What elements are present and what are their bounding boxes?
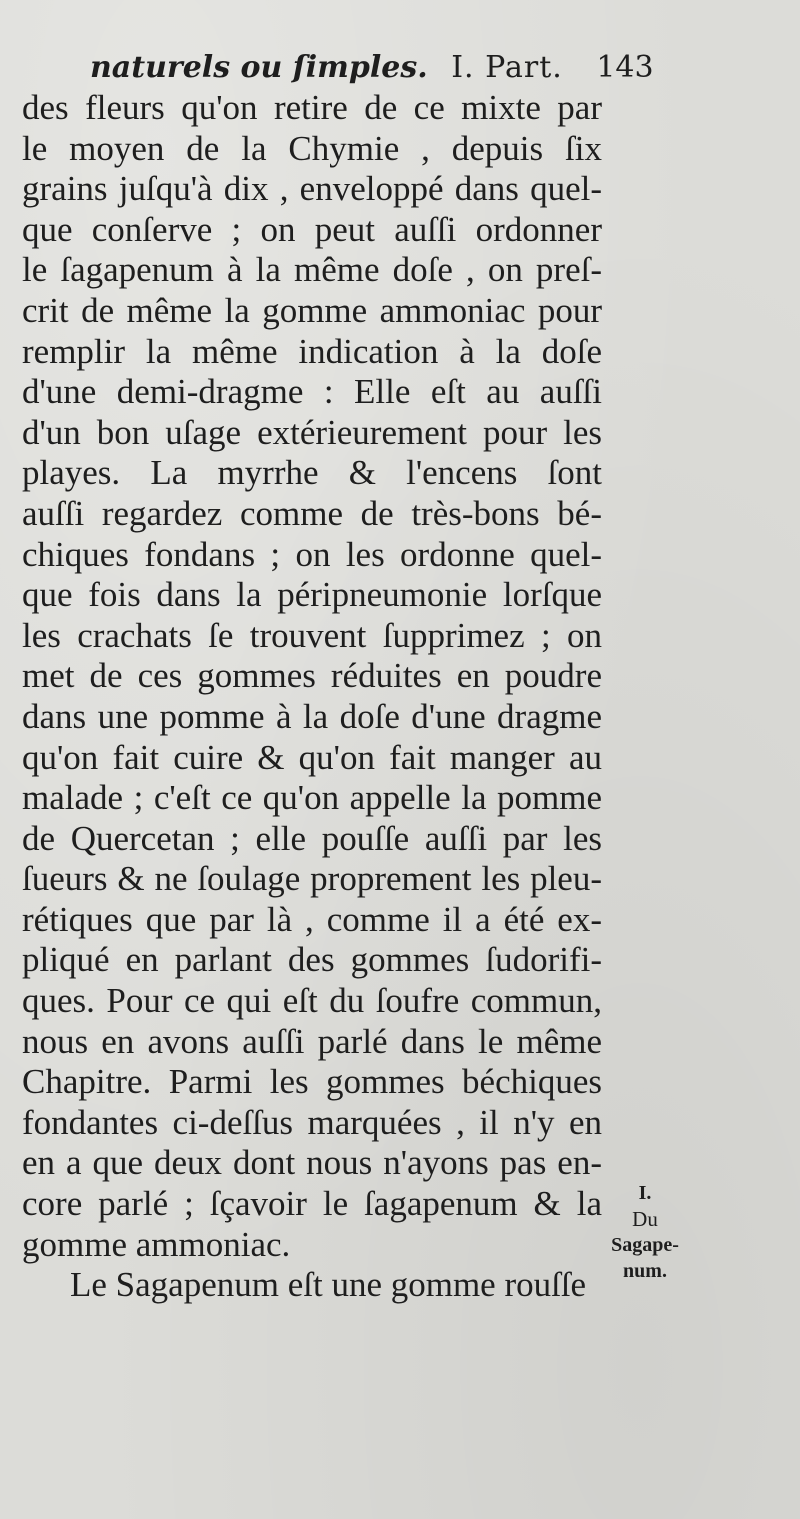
text-line: le ſagapenum à la même doſe , on preſ- [22, 250, 602, 290]
text-line: les crachats ſe trouvent ſupprimez ; on [22, 615, 602, 655]
text-line: rétiques que par là , comme il a été ex- [22, 899, 602, 939]
text-line: gomme ammoniac. [22, 1224, 291, 1264]
margin-note-line: Sagape- [611, 1234, 679, 1256]
running-title: naturels ou ſimples. [90, 50, 428, 85]
text-line: d'un bon uſage extérieurement pour les [22, 412, 602, 452]
text-line: Le Sagapenum eſt une gomme rouſſe [70, 1265, 587, 1305]
margin-note [600, 1180, 690, 1284]
text-line: ſueurs & ne ſoulage proprement les pleu- [22, 859, 602, 899]
text-line: fondantes ci-deſſus marquées , il n'y en [22, 1102, 602, 1142]
text-line: de Quercetan ; elle pouſſe auſſi par les [22, 818, 602, 858]
text-line: que fois dans la péripneumonie lorſque [22, 575, 602, 615]
text-line: core parlé ; ſçavoir le ſagapenum & la [22, 1184, 602, 1224]
text-line: en a que deux dont nous n'ayons pas en- [22, 1143, 602, 1183]
text-line: playes. La myrrhe & l'encens ſont [22, 453, 602, 493]
running-header [90, 48, 654, 88]
text-line: que conſerve ; on peut auſſi ordonner [22, 209, 602, 249]
text-line: chiques fondans ; on les ordonne quel- [22, 534, 602, 574]
text-line: nous en avons auſſi parlé dans le même [22, 1021, 602, 1061]
margin-note-number: I. [638, 1182, 652, 1204]
text-line: qu'on fait cuire & qu'on fait manger au [22, 737, 602, 777]
text-line: ques. Pour ce qui eſt du ſoufre commun, [22, 981, 602, 1021]
text-line: pliqué en parlant des gommes ſudorifi- [22, 940, 602, 980]
margin-note-line: Du [632, 1207, 658, 1231]
part-label: I. Part. [451, 50, 563, 85]
text-line: malade ; c'eſt ce qu'on appelle la pomme [22, 778, 602, 818]
text-line: dans une pomme à la doſe d'une dragme [22, 696, 602, 736]
body-text [22, 88, 602, 1306]
text-line: des fleurs qu'on retire de ce mixte par [22, 88, 602, 127]
text-line: crit de même la gomme ammoniac pour [22, 290, 602, 330]
text-line: Chapitre. Parmi les gommes béchiques [22, 1062, 602, 1102]
text-line: d'une demi-dragme : Elle eſt au auſſi [22, 372, 602, 412]
text-line: met de ces gommes réduites en poudre [22, 656, 602, 696]
margin-note-line: num. [623, 1260, 667, 1282]
text-line: grains juſqu'à dix , enveloppé dans quel- [22, 169, 602, 209]
text-line: le moyen de la Chymie , depuis ſix [22, 128, 602, 168]
text-line: auſſi regardez comme de très-bons bé- [22, 493, 602, 533]
text-line: remplir la même indication à la doſe [22, 331, 602, 371]
page-number: 143 [596, 50, 654, 85]
